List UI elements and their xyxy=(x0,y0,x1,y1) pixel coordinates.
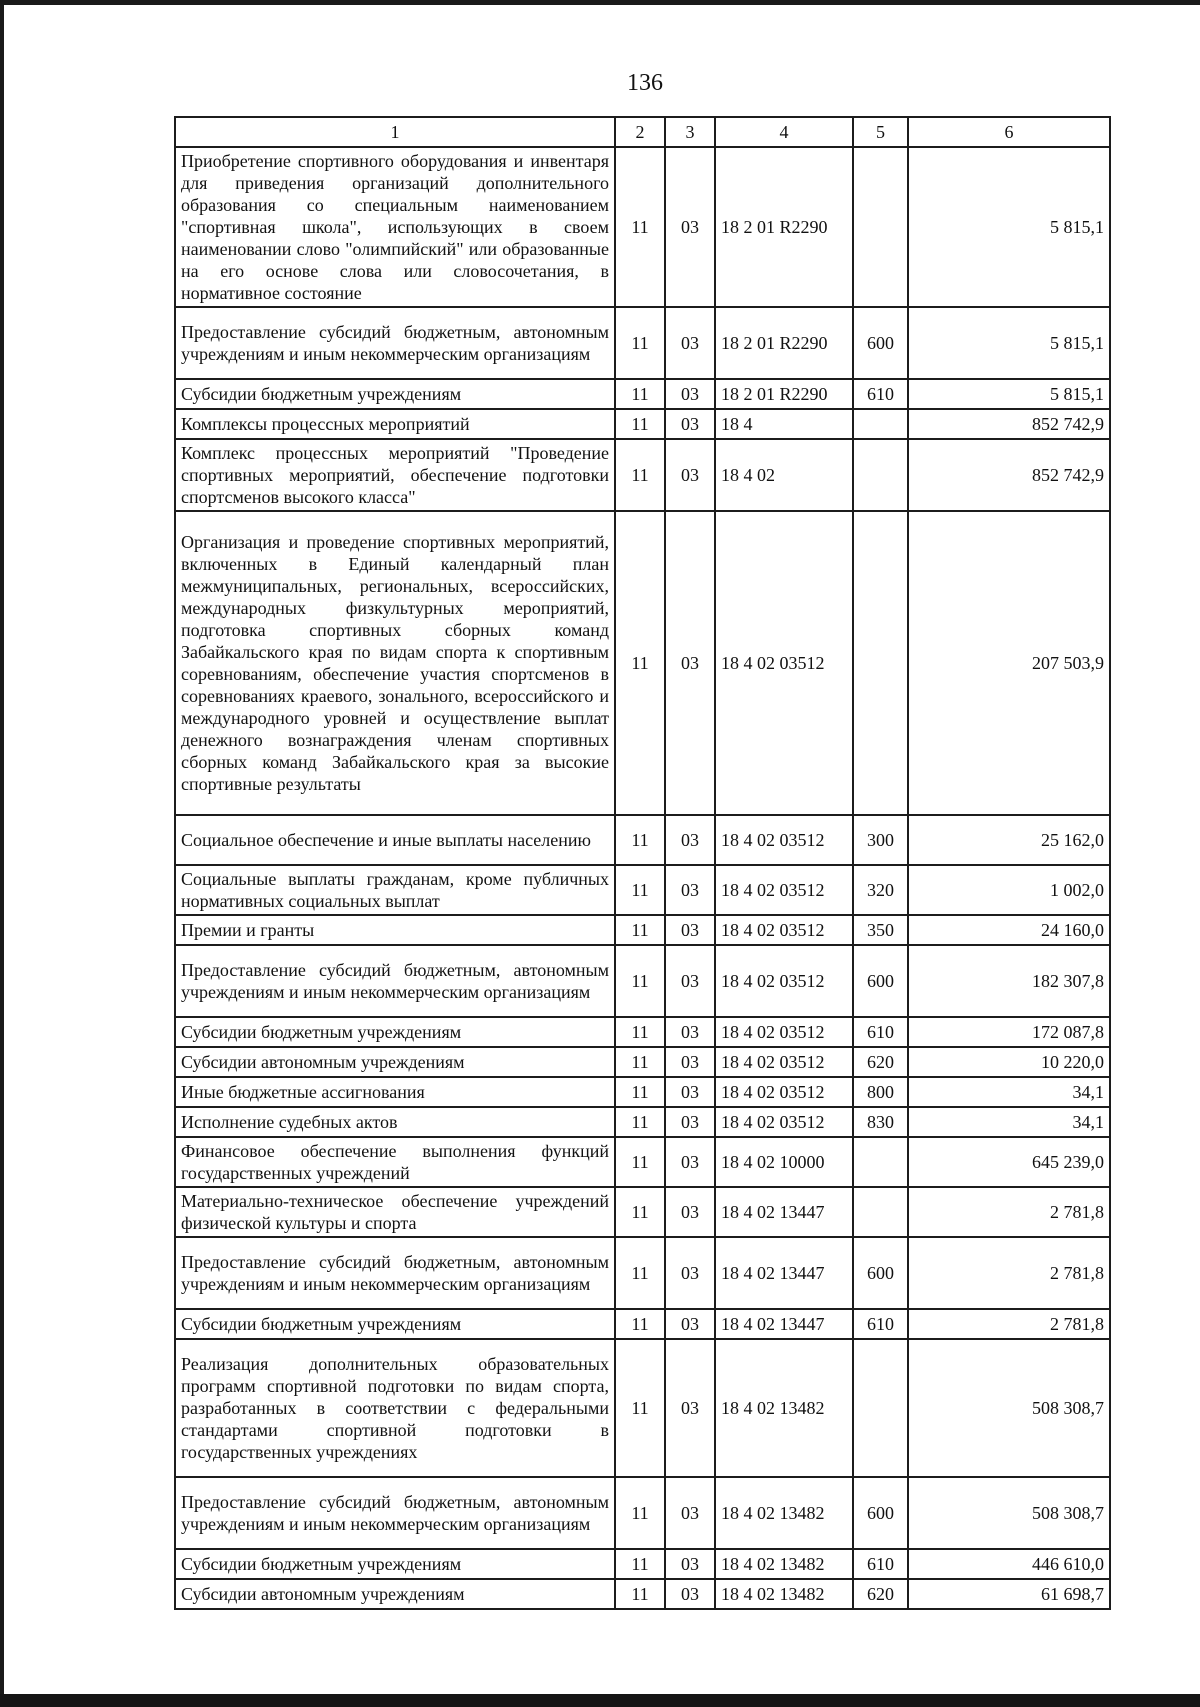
expense-type-cell: 620 xyxy=(853,1579,908,1609)
page-number: 136 xyxy=(627,70,663,96)
expense-type-cell: 350 xyxy=(853,915,908,945)
scan-edge-top xyxy=(0,0,1200,5)
amount-cell: 5 815,1 xyxy=(908,379,1110,409)
item-name-cell: Реализация дополнительных образовательных программ спортивной подготовки по видам спорта, разработанных в соответствии с федеральными стандартами спортивной подготовки в государственных учреждениях xyxy=(175,1339,615,1477)
target-article-cell: 18 4 02 03512 xyxy=(715,865,853,915)
amount-cell: 645 239,0 xyxy=(908,1137,1110,1187)
item-name-cell: Материально-техническое обеспечение учреждений физической культуры и спорта xyxy=(175,1187,615,1237)
amount-cell: 34,1 xyxy=(908,1077,1110,1107)
section-code-cell: 11 xyxy=(615,1017,665,1047)
item-name-cell: Исполнение судебных актов xyxy=(175,1107,615,1137)
item-name-cell: Субсидии бюджетным учреждениям xyxy=(175,379,615,409)
item-name-cell: Приобретение спортивного оборудования и инвентаря для приведения организаций дополнительного образования со специальным наименованием "спортивная школа", использующих в своем наименовании слово "олимпийский" или образованные на его основе слова или словосочетания, в нормативное состояние xyxy=(175,147,615,307)
subsection-code-cell: 03 xyxy=(665,1477,715,1549)
item-name-cell: Комплекс процессных мероприятий "Проведение спортивных мероприятий, обеспечение подготовки спортсменов высокого класса" xyxy=(175,439,615,511)
subsection-code-cell: 03 xyxy=(665,379,715,409)
subsection-code-cell: 03 xyxy=(665,1309,715,1339)
table-row xyxy=(175,1077,1110,1107)
item-name-cell: Предоставление субсидий бюджетным, автономным учреждениям и иным некоммерческим организациям xyxy=(175,1477,615,1549)
section-code-cell: 11 xyxy=(615,1579,665,1609)
subsection-code-cell: 03 xyxy=(665,865,715,915)
header-cell: 5 xyxy=(853,117,908,147)
expense-type-cell: 600 xyxy=(853,945,908,1017)
table-row xyxy=(175,1047,1110,1077)
section-code-cell: 11 xyxy=(615,409,665,439)
section-code-cell: 11 xyxy=(615,815,665,865)
table-row xyxy=(175,1187,1110,1237)
amount-cell: 207 503,9 xyxy=(908,511,1110,815)
amount-cell: 2 781,8 xyxy=(908,1237,1110,1309)
item-name-cell: Организация и проведение спортивных мероприятий, включенных в Единый календарный план межмуниципальных, региональных, всероссийских, международных физкультурных мероприятий, подготовка спортивных сборных команд Забайкальского края по видам спорта к спортивным соревнованиям, обеспечение участия спортсменов в соревнованиях краевого, зонального, всероссийского и международного уровней и осуществление выплат денежного вознаграждения членам спортивных сборных команд Забайкальского края за высокие спортивные результаты xyxy=(175,511,615,815)
subsection-code-cell: 03 xyxy=(665,1579,715,1609)
item-name-cell: Социальные выплаты гражданам, кроме публичных нормативных социальных выплат xyxy=(175,865,615,915)
section-code-cell: 11 xyxy=(615,1549,665,1579)
expense-type-cell: 610 xyxy=(853,1549,908,1579)
scan-edge-bottom xyxy=(0,1694,1200,1707)
subsection-code-cell: 03 xyxy=(665,1339,715,1477)
section-code-cell: 11 xyxy=(615,1309,665,1339)
table-body xyxy=(175,147,1110,1609)
item-name-cell: Субсидии бюджетным учреждениям xyxy=(175,1017,615,1047)
table-row xyxy=(175,815,1110,865)
expense-type-cell: 800 xyxy=(853,1077,908,1107)
amount-cell: 446 610,0 xyxy=(908,1549,1110,1579)
table-row xyxy=(175,1107,1110,1137)
expense-type-cell xyxy=(853,1187,908,1237)
item-name-cell: Премии и гранты xyxy=(175,915,615,945)
target-article-cell: 18 4 02 xyxy=(715,439,853,511)
target-article-cell: 18 4 02 13482 xyxy=(715,1477,853,1549)
expense-type-cell xyxy=(853,439,908,511)
table-row xyxy=(175,379,1110,409)
subsection-code-cell: 03 xyxy=(665,1017,715,1047)
header-cell: 4 xyxy=(715,117,853,147)
table-row xyxy=(175,865,1110,915)
subsection-code-cell: 03 xyxy=(665,147,715,307)
amount-cell: 61 698,7 xyxy=(908,1579,1110,1609)
table-row xyxy=(175,1579,1110,1609)
amount-cell: 24 160,0 xyxy=(908,915,1110,945)
expense-type-cell: 830 xyxy=(853,1107,908,1137)
section-code-cell: 11 xyxy=(615,147,665,307)
subsection-code-cell: 03 xyxy=(665,409,715,439)
target-article-cell: 18 4 02 03512 xyxy=(715,815,853,865)
section-code-cell: 11 xyxy=(615,1137,665,1187)
item-name-cell: Комплексы процессных мероприятий xyxy=(175,409,615,439)
table-row xyxy=(175,511,1110,815)
subsection-code-cell: 03 xyxy=(665,1237,715,1309)
scan-edge-left xyxy=(0,0,4,1707)
table-row xyxy=(175,1017,1110,1047)
expense-type-cell: 610 xyxy=(853,1309,908,1339)
amount-cell: 5 815,1 xyxy=(908,147,1110,307)
table-row xyxy=(175,439,1110,511)
table-row xyxy=(175,1237,1110,1309)
target-article-cell: 18 4 02 13447 xyxy=(715,1309,853,1339)
section-code-cell: 11 xyxy=(615,439,665,511)
section-code-cell: 11 xyxy=(615,865,665,915)
expense-type-cell: 600 xyxy=(853,1477,908,1549)
header-cell: 1 xyxy=(175,117,615,147)
item-name-cell: Предоставление субсидий бюджетным, автономным учреждениям и иным некоммерческим организациям xyxy=(175,945,615,1017)
section-code-cell: 11 xyxy=(615,1237,665,1309)
target-article-cell: 18 2 01 R2290 xyxy=(715,379,853,409)
target-article-cell: 18 4 xyxy=(715,409,853,439)
section-code-cell: 11 xyxy=(615,945,665,1017)
subsection-code-cell: 03 xyxy=(665,1077,715,1107)
amount-cell: 852 742,9 xyxy=(908,409,1110,439)
header-cell: 2 xyxy=(615,117,665,147)
expense-type-cell xyxy=(853,409,908,439)
amount-cell: 34,1 xyxy=(908,1107,1110,1137)
section-code-cell: 11 xyxy=(615,1477,665,1549)
item-name-cell: Предоставление субсидий бюджетным, автономным учреждениям и иным некоммерческим организациям xyxy=(175,1237,615,1309)
table-row xyxy=(175,1309,1110,1339)
target-article-cell: 18 4 02 03512 xyxy=(715,1047,853,1077)
target-article-cell: 18 2 01 R2290 xyxy=(715,147,853,307)
item-name-cell: Иные бюджетные ассигнования xyxy=(175,1077,615,1107)
target-article-cell: 18 4 02 10000 xyxy=(715,1137,853,1187)
section-code-cell: 11 xyxy=(615,511,665,815)
table-row xyxy=(175,147,1110,307)
expense-type-cell: 600 xyxy=(853,307,908,379)
subsection-code-cell: 03 xyxy=(665,945,715,1017)
amount-cell: 25 162,0 xyxy=(908,815,1110,865)
expense-type-cell: 610 xyxy=(853,379,908,409)
target-article-cell: 18 4 02 03512 xyxy=(715,1107,853,1137)
header-cell: 6 xyxy=(908,117,1110,147)
item-name-cell: Социальное обеспечение и иные выплаты населению xyxy=(175,815,615,865)
target-article-cell: 18 2 01 R2290 xyxy=(715,307,853,379)
target-article-cell: 18 4 02 03512 xyxy=(715,945,853,1017)
subsection-code-cell: 03 xyxy=(665,815,715,865)
amount-cell: 10 220,0 xyxy=(908,1047,1110,1077)
table-row xyxy=(175,1137,1110,1187)
section-code-cell: 11 xyxy=(615,1077,665,1107)
item-name-cell: Финансовое обеспечение выполнения функций государственных учреждений xyxy=(175,1137,615,1187)
amount-cell: 508 308,7 xyxy=(908,1477,1110,1549)
amount-cell: 182 307,8 xyxy=(908,945,1110,1017)
section-code-cell: 11 xyxy=(615,379,665,409)
expense-type-cell: 320 xyxy=(853,865,908,915)
amount-cell: 2 781,8 xyxy=(908,1309,1110,1339)
target-article-cell: 18 4 02 03512 xyxy=(715,915,853,945)
table-header-row xyxy=(175,117,1110,147)
budget-table xyxy=(174,116,1111,1610)
expense-type-cell xyxy=(853,1339,908,1477)
amount-cell: 508 308,7 xyxy=(908,1339,1110,1477)
target-article-cell: 18 4 02 13482 xyxy=(715,1339,853,1477)
section-code-cell: 11 xyxy=(615,1047,665,1077)
section-code-cell: 11 xyxy=(615,307,665,379)
table-row xyxy=(175,1339,1110,1477)
target-article-cell: 18 4 02 13482 xyxy=(715,1579,853,1609)
target-article-cell: 18 4 02 13482 xyxy=(715,1549,853,1579)
amount-cell: 172 087,8 xyxy=(908,1017,1110,1047)
subsection-code-cell: 03 xyxy=(665,1549,715,1579)
amount-cell: 852 742,9 xyxy=(908,439,1110,511)
subsection-code-cell: 03 xyxy=(665,1187,715,1237)
table-row xyxy=(175,1549,1110,1579)
subsection-code-cell: 03 xyxy=(665,915,715,945)
table-row xyxy=(175,945,1110,1017)
item-name-cell: Субсидии автономным учреждениям xyxy=(175,1579,615,1609)
expense-type-cell xyxy=(853,147,908,307)
target-article-cell: 18 4 02 03512 xyxy=(715,1017,853,1047)
item-name-cell: Субсидии бюджетным учреждениям xyxy=(175,1309,615,1339)
expense-type-cell xyxy=(853,511,908,815)
table-row xyxy=(175,409,1110,439)
expense-type-cell: 610 xyxy=(853,1017,908,1047)
expense-type-cell: 300 xyxy=(853,815,908,865)
expense-type-cell: 620 xyxy=(853,1047,908,1077)
expense-type-cell xyxy=(853,1137,908,1187)
subsection-code-cell: 03 xyxy=(665,1047,715,1077)
table-row xyxy=(175,307,1110,379)
subsection-code-cell: 03 xyxy=(665,1107,715,1137)
target-article-cell: 18 4 02 03512 xyxy=(715,1077,853,1107)
header-cell: 3 xyxy=(665,117,715,147)
target-article-cell: 18 4 02 03512 xyxy=(715,511,853,815)
item-name-cell: Субсидии автономным учреждениям xyxy=(175,1047,615,1077)
item-name-cell: Предоставление субсидий бюджетным, автономным учреждениям и иным некоммерческим организациям xyxy=(175,307,615,379)
amount-cell: 2 781,8 xyxy=(908,1187,1110,1237)
table-row xyxy=(175,915,1110,945)
subsection-code-cell: 03 xyxy=(665,1137,715,1187)
amount-cell: 1 002,0 xyxy=(908,865,1110,915)
expense-type-cell: 600 xyxy=(853,1237,908,1309)
item-name-cell: Субсидии бюджетным учреждениям xyxy=(175,1549,615,1579)
section-code-cell: 11 xyxy=(615,915,665,945)
target-article-cell: 18 4 02 13447 xyxy=(715,1237,853,1309)
subsection-code-cell: 03 xyxy=(665,439,715,511)
subsection-code-cell: 03 xyxy=(665,511,715,815)
subsection-code-cell: 03 xyxy=(665,307,715,379)
section-code-cell: 11 xyxy=(615,1187,665,1237)
target-article-cell: 18 4 02 13447 xyxy=(715,1187,853,1237)
table-row xyxy=(175,1477,1110,1549)
amount-cell: 5 815,1 xyxy=(908,307,1110,379)
section-code-cell: 11 xyxy=(615,1339,665,1477)
section-code-cell: 11 xyxy=(615,1107,665,1137)
